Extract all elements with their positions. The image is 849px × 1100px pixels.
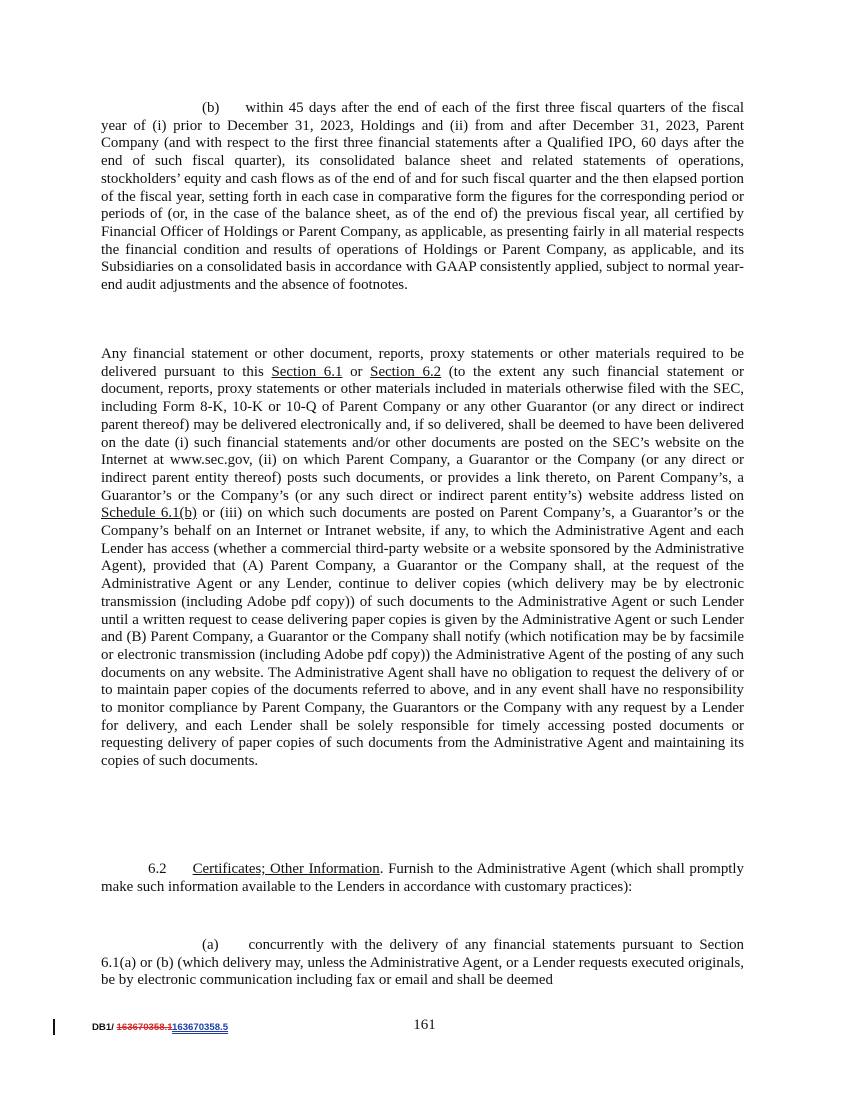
page-number: 161	[413, 1017, 436, 1033]
paragraph-a-text: concurrently with the delivery of any financial statements pursuant to Section 6.1(a) or (b) (which delivery may, unless the Administrative Agent, or a Lender requests executed originals, be by electronic communication including fax or email and shall be deemed	[101, 937, 744, 989]
section-6-2-paragraph	[101, 861, 744, 896]
delivery-text-part2: or	[342, 363, 371, 380]
paragraph-b-label: (b)	[202, 100, 220, 116]
deleted-document-id: 163670358.1	[116, 1022, 173, 1033]
section-6-2-heading: Certificates; Other Information	[192, 861, 380, 877]
paragraph-a	[101, 937, 744, 990]
section-6-2-reference: Section 6.2	[370, 363, 442, 380]
section-6-2-text: . Furnish to the Administrative Agent (which shall promptly make such information available to the Lenders in accordance with customary practices):	[101, 861, 744, 895]
document-id-footer	[92, 1022, 228, 1034]
paragraph-electronic-delivery	[101, 346, 744, 771]
paragraph-b-text: within 45 days after the end of each of the first three fiscal quarters of the fiscal year of (i) prior to December 31, 2023, Holdings and (ii) from and after December 31, 2023, Parent Company (and with respect to the first three financial statements after a Qualified IPO, 60 days after the end of such fiscal quarter), its consolidated balance sheet and related statements of operations, stockholders’ equity and cash flows as of the end of and for such fiscal quarter and the then elapsed portion of the fiscal year, setting forth in each case in comparative form the figures for the corresponding period or periods of (or, in the case of the balance sheet, as of the end of) the previous fiscal year, all certified by Financial Officer of Holdings or Parent Company, as applicable, as presenting fairly in all material respects the financial condition and results of operations of Holdings or Parent Company, as applicable, and its Subsidiaries on a consolidated basis in accordance with GAAP consistently applied, subject to normal year-end audit adjustments and the absence of footnotes.	[101, 100, 744, 294]
delivery-text-part4: or (iii) on which such documents are posted on Parent Company’s, a Guarantor’s or the Company’s behalf on an Internet or Intranet website, if any, to which the Administrative Agent and each Lender has access (whether a commercial third-party website or a website sponsored by the Administrative Agent), provided that (A) Parent Company, a Guarantor or the Company shall, at the request of the Administrative Agent or any Lender, continue to deliver copies (which delivery may be by electronic transmission (including Adobe pdf copy)) of such documents to the Administrative Agent or such Lender until a written request to cease delivering paper copies is given by the Administrative Agent or such Lender and (B) Parent Company, a Guarantor or the Company shall notify (which notification may be by facsimile or electronic transmission (including Adobe pdf copy)) the Administrative Agent of the posting of any such documents on any website. The Administrative Agent shall have no obligation to request the delivery of or to maintain paper copies of the documents referred to above, and in any event shall have no responsibility to monitor compliance by Parent Company, the Guarantors or the Company with any request by a Lender for delivery, and each Lender shall be solely responsible for timely accessing posted documents or requesting delivery of paper copies of such documents from the Administrative Agent and maintaining its copies of such documents.	[101, 505, 744, 770]
paragraph-a-label: (a)	[202, 937, 219, 953]
schedule-6-1b-reference: Schedule 6.1(b)	[101, 505, 197, 522]
section-6-2-number: 6.2	[148, 861, 167, 877]
delivery-text-part1: Any financial statement or other document, reports, proxy statements or other materials required to be delivered pursuant to this	[101, 346, 744, 380]
inserted-document-id: 163670358.5	[172, 1022, 229, 1033]
document-id-prefix: DB1/	[92, 1022, 117, 1033]
revision-change-bar	[53, 1019, 55, 1035]
paragraph-b	[101, 100, 744, 295]
section-6-1-reference: Section 6.1	[271, 363, 343, 380]
delivery-text-part3: (to the extent any such financial statement or document, reports, proxy statements or other materials included in materials otherwise filed with the SEC, including Form 8-K, 10-K or 10-Q of Parent Company or any other Guarantor (or any direct or indirect parent thereof) may be delivered electronically and, if so delivered, shall be deemed to have been delivered on the date (i) such financial statements and/or other documents are posted on the SEC’s website on the Internet at www.sec.gov, (ii) on which Parent Company, a Guarantor or the Company (or any direct or indirect parent entity thereof) posts such documents, or provides a link thereto, on Parent Company’s, a Guarantor’s or the Company’s (or any such direct or indirect parent entity’s) website address listed on	[101, 363, 744, 504]
